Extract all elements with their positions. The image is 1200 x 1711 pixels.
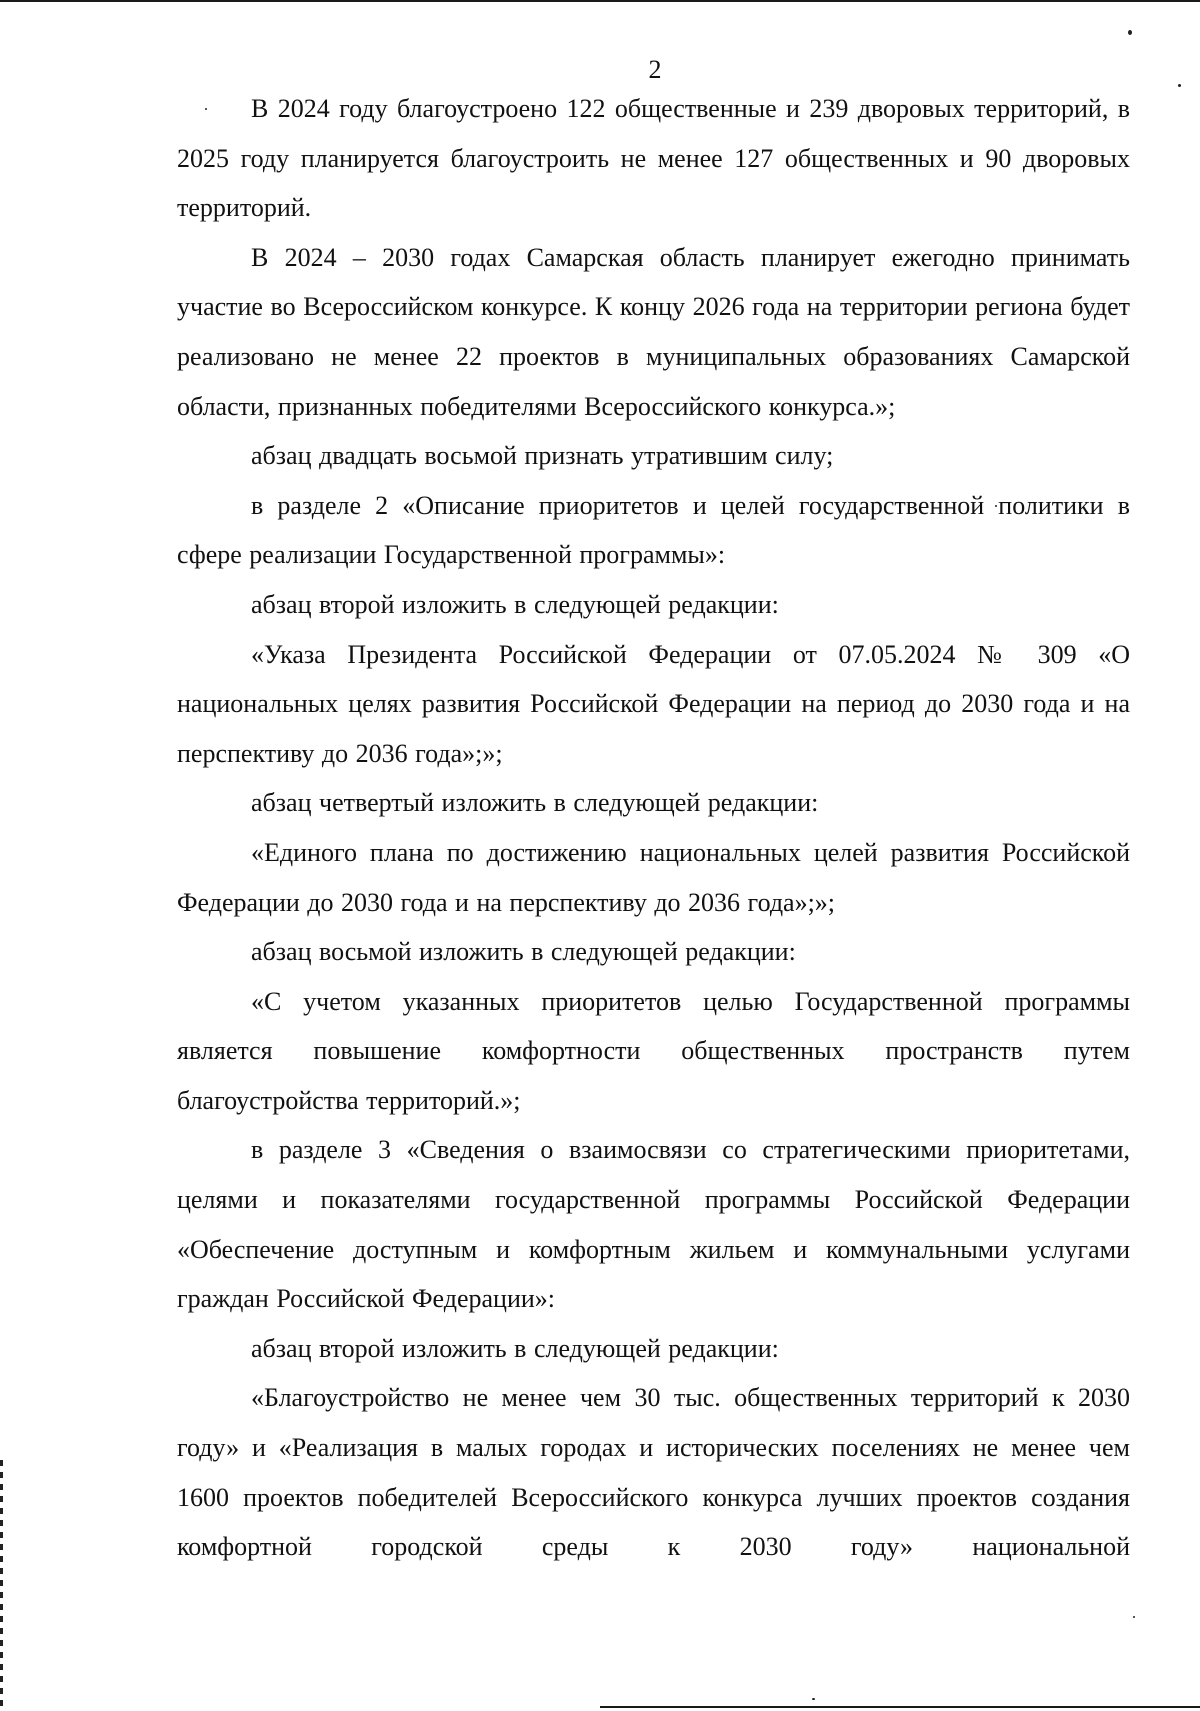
paragraph: «Благоустройство не менее чем 30 тыс. общественных территорий к 2030 году» и «Реализация в малых городах и исторических поселениях не менее чем 1600 проектов победителей Всероссийского конкурса лучших проектов создания комфортной городской среды к 2030 году» национальной [177, 1383, 1130, 1562]
paragraph: в разделе 2 «Описание приоритетов и целей государственной политики в сфере реализации Государственной программы»: [177, 490, 1130, 570]
scan-edge-top [0, 0, 1200, 2]
paragraph: «Указа Президента Российской Федерации от 07.05.2024 № 309 «О национальных целях развития Российской Федерации на период до 2030 года и на перспективу до 2036 года»;»; [177, 639, 1130, 768]
paragraph: В 2024 году благоустроено 122 общественные и 239 дворовых территорий, в 2025 году планируется благоустроить не менее 127 общественных и 90 дворовых территорий. [177, 94, 1130, 223]
scan-speck [1128, 30, 1132, 35]
scan-speck [1133, 1616, 1135, 1618]
paragraph: абзац второй изложить в следующей редакции: [251, 1333, 779, 1363]
document-body [0, 84, 1200, 1572]
scan-edge-bottom [600, 1706, 1200, 1708]
paragraph: «С учетом указанных приоритетов целью Государственной программы является повышение комфортности общественных пространств путем благоустройства территорий.»; [177, 986, 1130, 1115]
paragraph: в разделе 3 «Сведения о взаимосвязи со стратегическими приоритетами, целями и показателями государственной программы Российской Федерации «Обеспечение доступным и комфортным жильем и коммунальными услугами граждан Российской Федерации»: [177, 1135, 1130, 1314]
paragraph: абзац двадцать восьмой признать утратившим силу; [251, 441, 834, 471]
paragraph: В 2024 – 2030 годах Самарская область планирует ежегодно принимать участие во Всероссийском конкурсе. К концу 2026 года на территории региона будет реализовано не менее 22 проектов в муниципальных образованиях Самарской области, признанных победителями Всероссийского конкурса.»; [177, 242, 1130, 421]
paragraph: абзац восьмой изложить в следующей редакции: [251, 937, 796, 967]
scan-speck [812, 1698, 815, 1700]
paragraph: «Единого плана по достижению национальных целей развития Российской Федерации до 2030 года и на перспективу до 2036 года»;»; [177, 837, 1130, 917]
paragraph: абзац четвертый изложить в следующей редакции: [251, 788, 819, 818]
page-number: 2 [648, 55, 662, 84]
paragraph: абзац второй изложить в следующей редакции: [251, 589, 779, 619]
